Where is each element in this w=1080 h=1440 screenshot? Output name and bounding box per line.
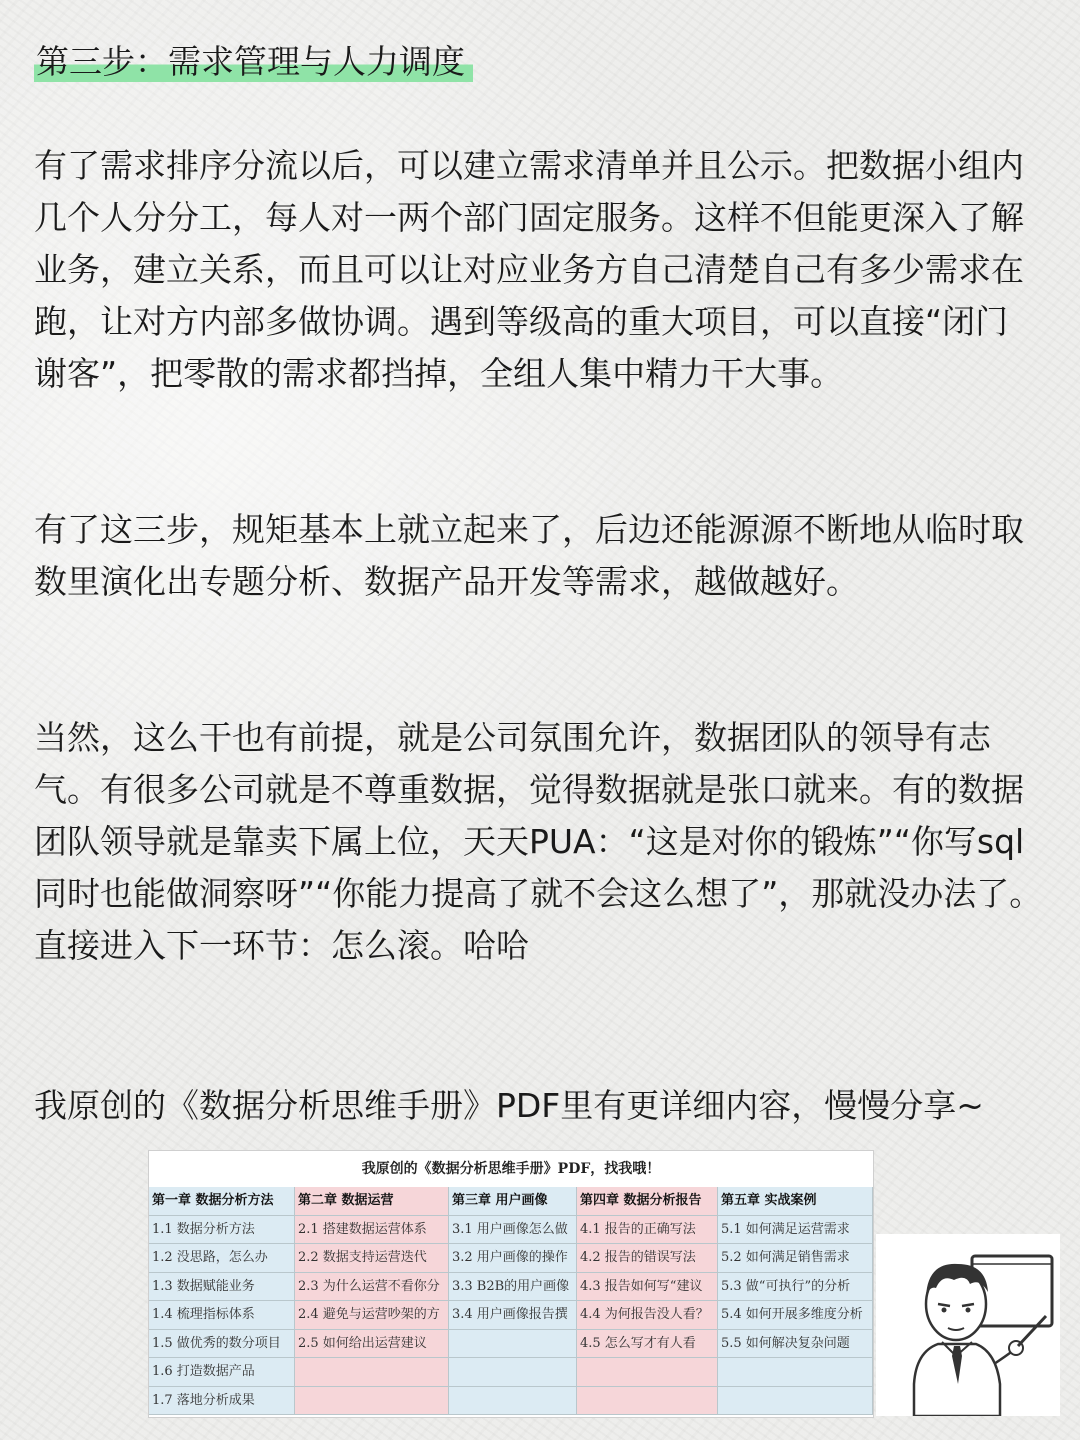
- table-cell: [577, 1358, 718, 1387]
- table-cell: 5.4 如何开展多维度分析: [718, 1301, 873, 1330]
- table-cell: 3.2 用户画像的操作: [449, 1244, 577, 1273]
- table-header-cell: 第三章 用户画像: [449, 1187, 577, 1216]
- table-cell: 1.2 没思路，怎么办: [149, 1244, 295, 1273]
- table-cell: 1.4 梳理指标体系: [149, 1301, 295, 1330]
- table-cell: [295, 1358, 449, 1387]
- table-grid: [149, 1187, 873, 1415]
- table-header-cell: 第一章 数据分析方法: [149, 1187, 295, 1216]
- table-header-cell: 第五章 实战案例: [718, 1187, 873, 1216]
- table-cell: 5.2 如何满足销售需求: [718, 1244, 873, 1273]
- table-cell: [449, 1330, 577, 1359]
- table-cell: 5.1 如何满足运营需求: [718, 1216, 873, 1245]
- table-cell: 3.4 用户画像报告撰: [449, 1301, 577, 1330]
- table-cell: 1.7 落地分析成果: [149, 1387, 295, 1416]
- table-cell: 2.3 为什么运营不看你分: [295, 1273, 449, 1302]
- table-cell: 2.1 搭建数据运营体系: [295, 1216, 449, 1245]
- table-cell: 5.5 如何解决复杂问题: [718, 1330, 873, 1359]
- handbook-contents-table: [148, 1150, 874, 1418]
- table-cell: 1.6 打造数据产品: [149, 1358, 295, 1387]
- table-cell: 3.1 用户画像怎么做: [449, 1216, 577, 1245]
- table-cell: 4.5 怎么写才有人看: [577, 1330, 718, 1359]
- table-cell: 1.1 数据分析方法: [149, 1216, 295, 1245]
- table-cell: 5.3 做“可执行”的分析: [718, 1273, 873, 1302]
- paragraph-3: 当然，这么干也有前提，就是公司氛围允许，数据团队的领导有志气。有很多公司就是不尊重数据，觉得数据就是张口就来。有的数据团队领导就是靠卖下属上位，天天PUA：“这是对你的锻炼”“你写sql同时也能做洞察呀”“你能力提高了就不会这么想了”，那就没办法了。直接进入下一环节：怎么滚。哈哈: [34, 718, 1043, 965]
- table-title: 我原创的《数据分析思维手册》PDF，找我哦！: [361, 1161, 661, 1177]
- table-cell: [718, 1358, 873, 1387]
- table-cell: 3.3 B2B的用户画像: [449, 1273, 577, 1302]
- table-cell: [295, 1387, 449, 1416]
- cartoon-teacher-icon: [876, 1234, 1060, 1416]
- paragraph-4: 我原创的《数据分析思维手册》PDF里有更详细内容，慢慢分享~: [34, 1086, 984, 1125]
- table-cell: 1.5 做优秀的数分项目: [149, 1330, 295, 1359]
- table-cell: 4.3 报告如何写“建议: [577, 1273, 718, 1302]
- table-cell: [718, 1387, 873, 1416]
- table-cell: 1.3 数据赋能业务: [149, 1273, 295, 1302]
- table-header-cell: 第二章 数据运营: [295, 1187, 449, 1216]
- section-heading: 第三步：需求管理与人力调度: [34, 38, 473, 86]
- table-cell: 4.2 报告的错误写法: [577, 1244, 718, 1273]
- paragraph-1: 有了需求排序分流以后，可以建立需求清单并且公示。把数据小组内几个人分分工，每人对一两个部门固定服务。这样不但能更深入了解业务，建立关系，而且可以让对应业务方自己清楚自己有多少需求在跑，让对方内部多做协调。遇到等级高的重大项目，可以直接“闭门谢客”，把零散的需求都挡掉，全组人集中精力干大事。: [34, 146, 1024, 393]
- table-cell: [577, 1387, 718, 1416]
- paragraph-2: 有了这三步，规矩基本上就立起来了，后边还能源源不断地从临时取数里演化出专题分析、数据产品开发等需求，越做越好。: [34, 510, 1024, 601]
- table-cell: 2.4 避免与运营吵架的方: [295, 1301, 449, 1330]
- table-cell: 4.1 报告的正确写法: [577, 1216, 718, 1245]
- table-cell: [449, 1387, 577, 1416]
- table-cell: 2.5 如何给出运营建议: [295, 1330, 449, 1359]
- table-header-cell: 第四章 数据分析报告: [577, 1187, 718, 1216]
- table-cell: [449, 1358, 577, 1387]
- heading-block: [34, 38, 473, 86]
- table-cell: 2.2 数据支持运营迭代: [295, 1244, 449, 1273]
- teacher-illustration: [876, 1234, 1060, 1416]
- table-cell: 4.4 为何报告没人看？: [577, 1301, 718, 1330]
